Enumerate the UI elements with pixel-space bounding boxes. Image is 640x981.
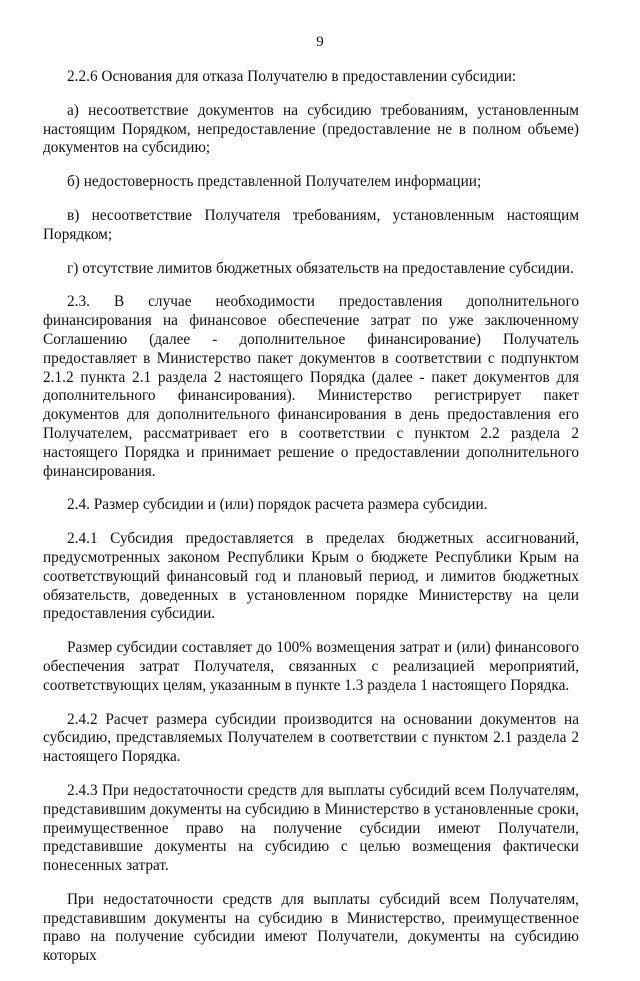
page-number: 9 xyxy=(316,34,324,50)
paragraph-insufficiency: При недостаточности средств для выплаты субсидий всем Получателям, представившим документы на субсидию в Министерство, преимущественное право на получение субсидии имеют Получатели, документы на субсидию которых xyxy=(43,890,579,965)
paragraph-item-b: б) недостоверность представленной Получателем информации; xyxy=(67,173,482,191)
paragraph-2-4-3: 2.4.3 При недостаточности средств для выплаты субсидий всем Получателям, представившим документы на субсидию в Министерство в установленные сроки, преимущественное право на получение субсидии имеют Получатели, представившие документы на субсидию с целью возмещения фактически понесенных затрат. xyxy=(43,781,579,875)
paragraph-item-g: г) отсутствие лимитов бюджетных обязательств на предоставление субсидии. xyxy=(67,259,574,277)
paragraph-2-2-6: 2.2.6 Основания для отказа Получателю в предоставлении субсидии: xyxy=(67,68,517,85)
paragraph-2-4-2: 2.4.2 Расчет размера субсидии производится на основании документов на субсидию, представляемых Получателем в соответствии с пунктом 2.1 раздела 2 настоящего Порядка. xyxy=(43,710,579,766)
paragraph-2-4: 2.4. Размер субсидии и (или) порядок расчета размера субсидии. xyxy=(67,496,488,514)
paragraph-2-4-1: 2.4.1 Субсидия предоставляется в пределах бюджетных ассигнований, предусмотренных законом Республики Крым о бюджете Республики Крым на соответствующий финансовый год и плановый период, и лимитов бюджетных обязательств, доведенных в установленном порядке Министерству на цели предоставления субсидии. xyxy=(43,530,579,623)
paragraph-subsidy-size: Размер субсидии составляет до 100% возмещения затрат и (или) финансового обеспечения затрат Получателя, связанных с реализацией мероприятий, соответствующих целям, указанным в пункте 1.3 раздела 1 настоящего Порядка. xyxy=(43,639,579,694)
paragraph-item-v: в) несоответствие Получателя требованиям, установленным настоящим Порядком; xyxy=(43,206,579,243)
document-body xyxy=(43,68,579,981)
paragraph-2-3: 2.3. В случае необходимости предоставления дополнительного финансирования на финансовое обеспечение затрат по уже заключенному Соглашению (далее - дополнительное финансирование) Получатель предоставляет в Министерство пакет документов в соответствии с подпунктом 2.1.2 пункта 2.1 раздела 2 настоящего Порядка (далее - пакет документов для дополнительного финансирования). Министерство регистрирует пакет документов для дополнительного финансирования в день предоставления его Получателем, рассматривает его в соответствии с пунктом 2.2 раздела 2 настоящего Порядка и принимает решение о предоставлении дополнительного финансирования. xyxy=(43,293,579,480)
paragraph-item-a: а) несоответствие документов на субсидию требованиям, установленным настоящим Порядком, непредоставление (предоставление не в полном объеме) документов на субсидию; xyxy=(43,101,579,157)
